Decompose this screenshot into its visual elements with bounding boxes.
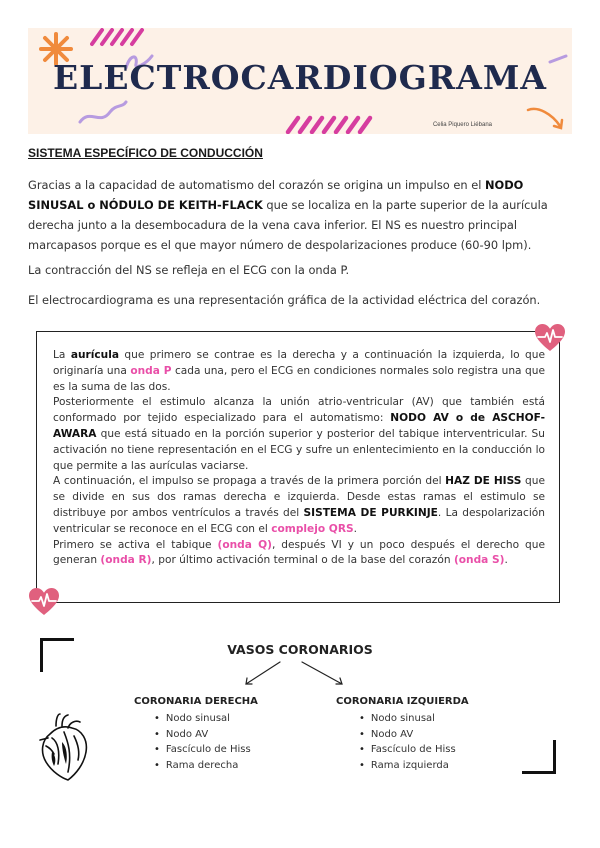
page-title: ELECTROCARDIOGRAMA — [53, 58, 547, 97]
text-run: La — [53, 349, 71, 361]
conduction-text — [53, 348, 545, 569]
bold-term-auricula: aurícula — [70, 349, 119, 361]
heart-pulse-icon — [28, 586, 60, 618]
list-item: • Fascículo de Hiss — [154, 742, 251, 758]
highlight-onda-r: (onda R) — [100, 554, 152, 567]
text-run: Posteriormente el estimulo alcanza la unión atrio-ventricular (AV) que también está conformado por tejido especializado para el automatismo: — [53, 396, 545, 425]
list-item: • Nodo AV — [154, 727, 251, 743]
text-run: . La despolarización ventricular se reconoce en el ECG con el — [53, 506, 545, 535]
text-run: que se localiza en la parte superior de la aurícula derecha junto a la desembocadura de la vena cava inferior. El NS es nuestro principal marcapasos porque es el que mayor número de despolarizaciones produce (60-90 lpm). — [28, 198, 548, 252]
list-item: • Fascículo de Hiss — [359, 742, 456, 758]
highlight-onda-s: (onda S) — [453, 554, 505, 567]
branch-arrows-icon — [240, 658, 360, 690]
text-run: . — [353, 522, 357, 535]
bold-term-purkinje: SISTEMA DE PURKINJE — [303, 506, 438, 519]
list-item: • Rama izquierda — [359, 758, 456, 774]
highlight-onda-q: (onda Q) — [217, 538, 272, 551]
text-run: Primero se activa el tabique — [53, 538, 218, 551]
bold-term-nodo-sinusal: NODO SINUSAL o NÓDULO DE KEITH-FLACK — [28, 178, 524, 212]
list-item: • Rama derecha — [154, 758, 251, 774]
author-name: Celia Piquero Liébana — [432, 122, 492, 128]
list-item: • Nodo AV — [359, 727, 456, 743]
coronaria-derecha-list — [154, 711, 251, 773]
paragraph-nodo-sinusal — [28, 175, 556, 255]
purple-curve-decoration — [78, 98, 128, 128]
coronaria-izquierda-title: CORONARIA IZQUIERDA — [336, 696, 469, 707]
section-heading-sistema: SISTEMA ESPECÍFICO DE CONDUCCIÓN — [28, 146, 263, 160]
corner-bracket-bottom-right — [522, 740, 556, 774]
heart-pulse-icon — [534, 322, 566, 354]
bold-term-haz-de-hiss: HAZ DE HISS — [445, 475, 522, 488]
paragraph-onda-p: La contracción del NS se refleja en el ECG con la onda P. — [28, 263, 350, 277]
anatomical-heart-icon — [38, 712, 90, 782]
text-run: que está situado en la porción superior y posterior del tabique interventricular. Su activación no tiene representación en el ECG y sufre un enlentecimiento en la conducción lo que permite a las aurículas vaciarse. — [53, 427, 545, 472]
list-item: • Nodo sinusal — [359, 711, 456, 727]
list-item: • Nodo sinusal — [154, 711, 251, 727]
title-banner — [28, 28, 572, 134]
text-run: A continuación, el impulso se propaga a través de la primera porción del — [53, 475, 446, 488]
text-run: . — [504, 554, 508, 567]
conduction-box — [36, 331, 560, 603]
text-run: que primero se contrae es la derecha y a continuación la izquierda, lo que originaría una — [53, 349, 546, 377]
highlight-complejo-qrs: complejo QRS — [271, 522, 354, 535]
magenta-zigzag-bottom-decoration — [284, 114, 384, 134]
text-run: , por último activación terminal o de la base del corazón — [151, 554, 454, 567]
vasos-coronarios-title: VASOS CORONARIOS — [227, 642, 373, 657]
highlight-onda-p: onda P — [130, 364, 172, 377]
text-run: cada una, pero el ECG en condiciones normales solo registra una que es la suma de las dos. — [53, 364, 545, 393]
text-run: Gracias a la capacidad de automatismo del corazón se origina un impulso en el — [28, 178, 485, 192]
text-run: , después VI y un poco después el derecho que generan — [53, 538, 545, 567]
coronaria-izquierda-list — [359, 711, 456, 773]
orange-arrow-decoration — [524, 102, 568, 134]
coronaria-derecha-title: CORONARIA DERECHA — [134, 696, 258, 707]
paragraph-definicion-ecg: El electrocardiograma es una representación gráfica de la actividad eléctrica del corazón. — [28, 293, 541, 307]
bold-term-nodo-av: NODO AV o de ASCHOF-AWARA — [53, 412, 545, 440]
magenta-zigzag-decoration — [90, 28, 150, 48]
text-run: que se divide en sus dos ramas derecha e izquierda. Desde estas ramas el estimulo se distribuye por ambos ventrículos a través del — [53, 475, 545, 519]
